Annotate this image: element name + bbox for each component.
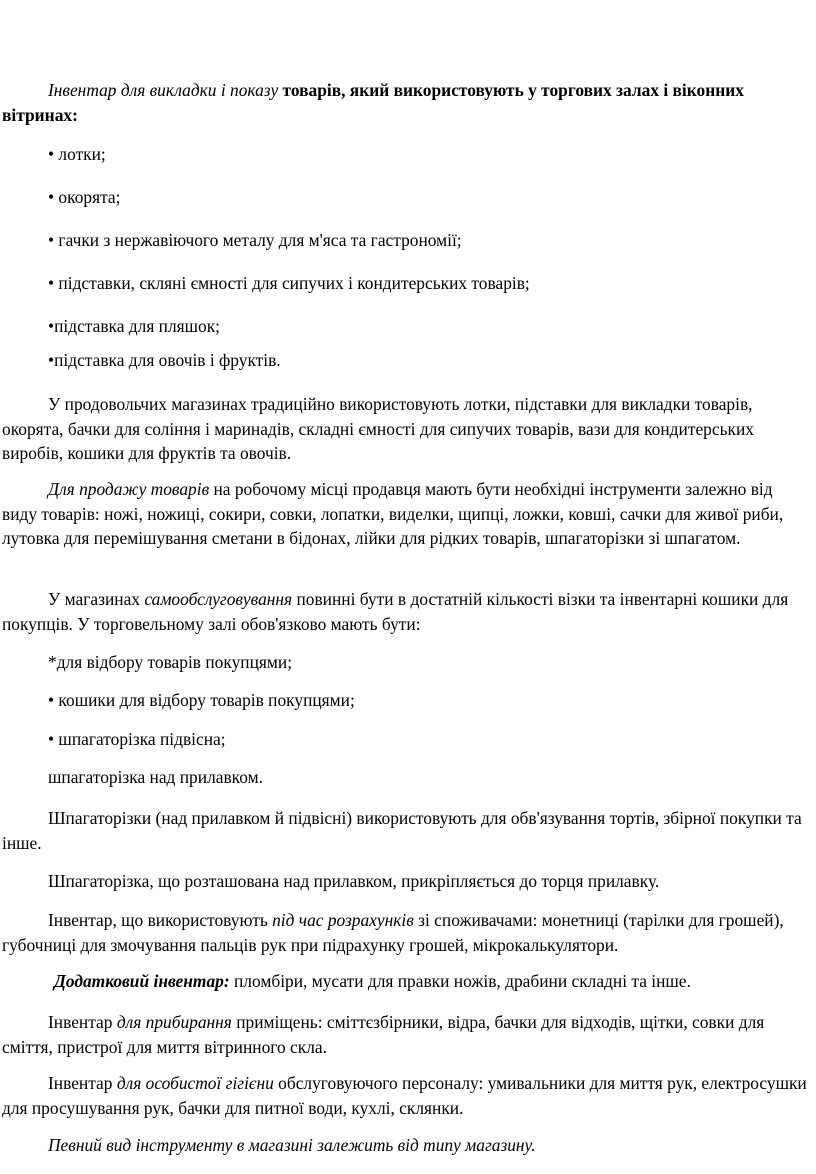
pay-before: Інвентар, що використовують [48, 910, 273, 930]
pay-after: зі споживачами: монетниці (тарілки для грошей), губочниці для змочування пальців рук при підрахунку грошей, мікрокалькулятори. [2, 910, 784, 955]
self-italic: самообслуговування [144, 589, 293, 609]
list-item-hooks: • гачки з нержавіючого металу для м'яса та гастрономії; [48, 230, 462, 250]
list2-item-baskets: • кошики для відбору товарів покупцями; [48, 690, 355, 710]
self-after: повинні бути в достатній кількості візки та інвентарні кошики для покупців. У торговельному залі обов'язково мають бути: [2, 589, 789, 634]
heading-paragraph [2, 78, 808, 127]
sale-text: на робочому місці продавця мають бути необхідні інструменти залежно від виду товарів: ножі, ножиці, сокири, совки, лопатки, виделки, щипці, ложки, ковші, сачки для живої риби, лутовка для перемішування сметани в бідонах, лійки для рідких товарів, шпагаторізки зі шпагатом. [2, 479, 784, 549]
paragraph-food-stores: У продовольчих магазинах традиційно використовують лотки, підставки для викладки товарів, окорята, бачки для соління і маринадів, складні ємності для сипучих товарів, вази для кондитерських виробів, кошики для фруктів та овочів. [2, 394, 754, 464]
hygiene-after: обслуговуючого персоналу: умивальники для миття рук, електросушки для просушування рук, бачки для питної води, кухлі, склянки. [2, 1073, 807, 1118]
extra-bold-italic: Додатковий інвентар: [54, 971, 230, 991]
paragraph-self-service [2, 587, 808, 636]
pay-italic: під час розрахунків [272, 910, 414, 930]
self-before: У магазинах [48, 589, 145, 609]
list-item-vegetable-stand: •підставка для овочів і фруктів. [48, 350, 281, 370]
paragraph-additional [2, 969, 808, 994]
sale-italic: Для продажу товарів [48, 479, 210, 499]
closing-italic: Певний вид інструменту в магазині залежить від типу магазину. [48, 1135, 536, 1155]
paragraph-sale-tools [2, 477, 808, 551]
list2-item-counter-cutter: шпагаторізка над прилавком. [48, 767, 263, 787]
clean-after: приміщень: сміттєзбірники, відра, бачки для відходів, щітки, совки для сміття, пристрої для миття вітринного скла. [2, 1012, 765, 1057]
paragraph-hygiene [2, 1071, 808, 1120]
hygiene-before: Інвентар [48, 1073, 117, 1093]
list-item-ham-stands: • окорята; [48, 187, 121, 207]
paragraph-twine-cutters: Шпагаторізки (над прилавком й підвісні) використовують для обв'язування тортів, збірної покупки та інше. [2, 808, 802, 853]
heading-bold: товарів, який використовують у торгових залах і віконних вітринах: [2, 80, 745, 125]
hygiene-italic: для особистої гігієни [116, 1073, 274, 1093]
clean-italic: для прибирання [116, 1012, 232, 1032]
list2-item-selection: *для відбору товарів покупцями; [48, 652, 293, 672]
paragraph-cleaning [2, 1010, 808, 1059]
heading-italic: Інвентар для викладки і показу [48, 80, 279, 100]
paragraph-twine-cutter-mount: Шпагаторізка, що розташована над прилавком, прикріпляється до торця прилавку. [48, 871, 660, 891]
list2-item-hanging-cutter: • шпагаторізка підвісна; [48, 729, 226, 749]
list-item-stands-containers: • підставки, скляні ємності для сипучих і кондитерських товарів; [48, 273, 530, 293]
list-item-trays: • лотки; [48, 144, 106, 164]
paragraph-payment [2, 908, 808, 957]
closing-paragraph [2, 1133, 808, 1158]
clean-before: Інвентар [48, 1012, 117, 1032]
extra-text: пломбіри, мусати для правки ножів, драбини складні та інше. [229, 971, 691, 991]
list-item-bottle-stand: •підставка для пляшок; [48, 316, 221, 336]
